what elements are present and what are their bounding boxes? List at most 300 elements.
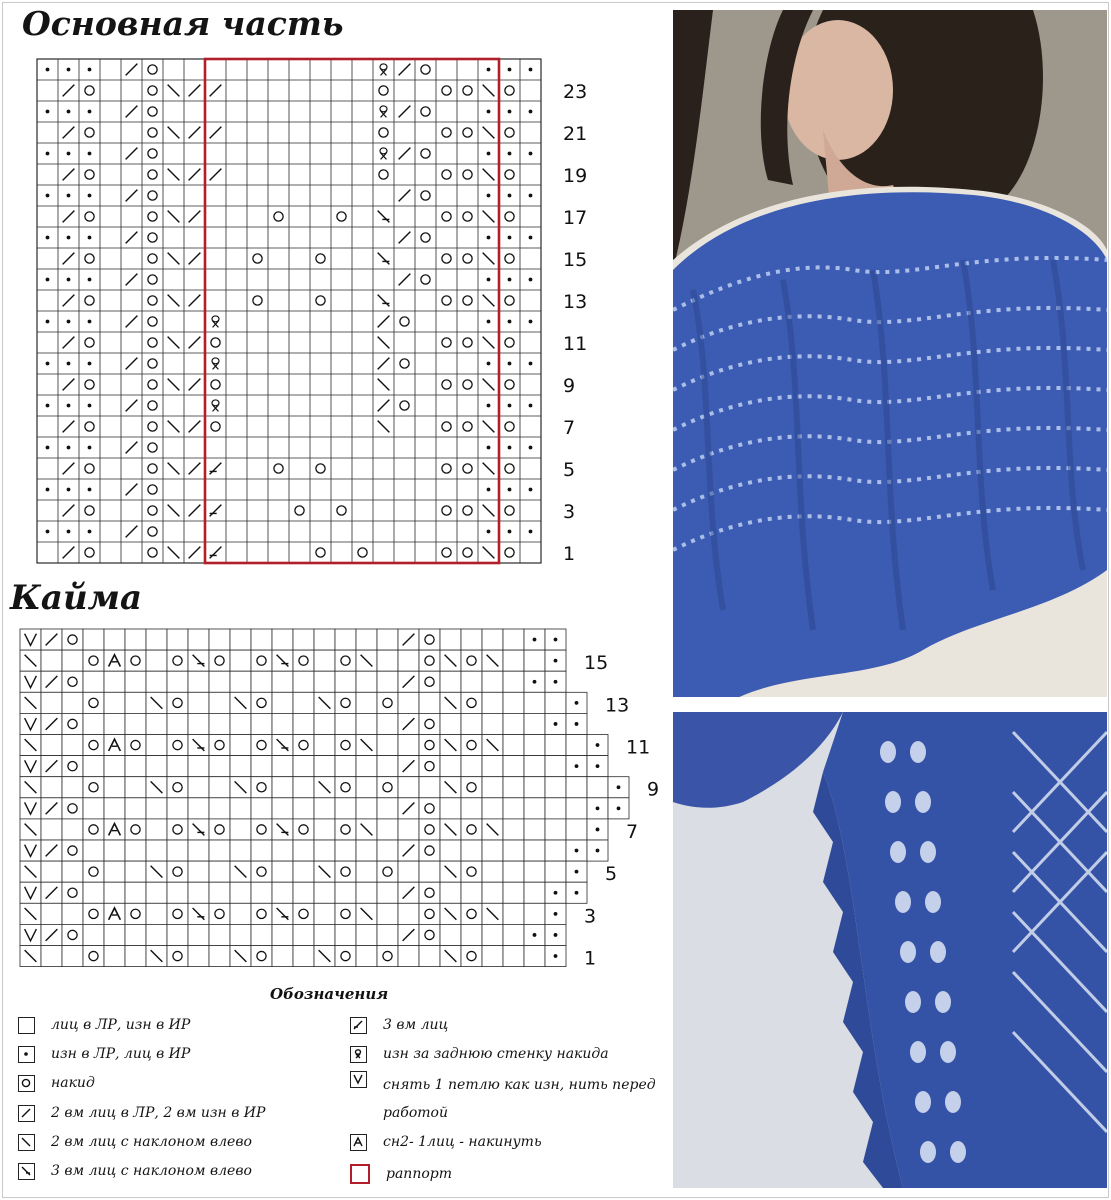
main-row-number: 21 — [563, 122, 588, 145]
border-grid-cell — [188, 629, 209, 650]
purl-dot — [88, 194, 92, 198]
border-grid-cell — [146, 713, 167, 734]
ssk-icon — [18, 1134, 35, 1151]
border-grid-cell — [524, 735, 545, 756]
border-grid-cell — [419, 903, 440, 924]
border-grid-cell — [314, 756, 335, 777]
legend-label: 3 вм лиц с наклоном влево — [51, 1163, 252, 1179]
border-grid-cell — [167, 629, 188, 650]
border-grid-cell — [167, 650, 188, 671]
dot-icon — [18, 1046, 35, 1063]
border-grid-cell — [209, 777, 230, 798]
purl-dot — [487, 362, 491, 366]
border-grid-cell — [62, 840, 83, 861]
purl-dot — [46, 152, 50, 156]
border-grid-cell — [314, 840, 335, 861]
border-grid-cell — [62, 819, 83, 840]
purl-dot — [67, 530, 71, 534]
border-grid-cell — [335, 861, 356, 882]
border-grid-cell — [524, 903, 545, 924]
border-grid-cell — [503, 798, 524, 819]
border-grid-cell — [503, 629, 524, 650]
purl-dot — [46, 68, 50, 72]
border-grid-cell — [146, 882, 167, 903]
border-grid-cell — [482, 840, 503, 861]
main-row-number: 13 — [563, 290, 588, 313]
border-grid-cell — [377, 798, 398, 819]
border-grid-cell — [293, 650, 314, 671]
purl-dot — [508, 362, 512, 366]
border-grid-cell — [503, 861, 524, 882]
border-grid-cell — [125, 713, 146, 734]
border-grid-cell — [524, 777, 545, 798]
purl-dot — [46, 530, 50, 534]
border-grid-cell — [125, 735, 146, 756]
border-grid-cell — [272, 671, 293, 692]
border-grid-cell — [440, 840, 461, 861]
border-grid-cell — [251, 819, 272, 840]
border-grid-cell — [482, 798, 503, 819]
border-grid-cell — [335, 756, 356, 777]
border-grid-cell — [83, 756, 104, 777]
border-grid-cell — [503, 713, 524, 734]
border-grid-cell — [461, 692, 482, 713]
border-grid-cell — [524, 946, 545, 967]
border-grid-cell — [377, 861, 398, 882]
border-grid-cell — [41, 692, 62, 713]
legend-item — [18, 1101, 265, 1125]
border-grid-cell — [167, 819, 188, 840]
border-grid-cell — [83, 671, 104, 692]
purl-dot — [67, 446, 71, 450]
border-grid-cell — [188, 756, 209, 777]
purl-dot — [88, 152, 92, 156]
border-grid-cell — [566, 735, 587, 756]
twisted-yo-icon — [350, 1046, 367, 1063]
border-grid-cell — [461, 819, 482, 840]
border-grid-cell — [461, 629, 482, 650]
purl-dot — [508, 110, 512, 114]
border-grid-cell — [41, 903, 62, 924]
border-grid-cell — [335, 819, 356, 840]
border-grid-cell — [377, 777, 398, 798]
border-grid-cell — [230, 735, 251, 756]
border-grid-cell — [188, 777, 209, 798]
border-grid-cell — [335, 629, 356, 650]
purl-dot — [596, 743, 600, 747]
border-grid-cell — [167, 903, 188, 924]
border-grid-cell — [482, 777, 503, 798]
border-grid-cell — [419, 777, 440, 798]
border-grid-cell — [377, 840, 398, 861]
border-grid-cell — [377, 756, 398, 777]
border-grid-cell — [230, 650, 251, 671]
purl-dot — [529, 488, 533, 492]
border-grid-cell — [125, 777, 146, 798]
border-grid-cell — [209, 713, 230, 734]
border-grid-cell — [83, 946, 104, 967]
border-grid-cell — [524, 861, 545, 882]
border-grid-cell — [461, 840, 482, 861]
border-grid-cell — [188, 713, 209, 734]
border-grid-cell — [209, 671, 230, 692]
purl-dot — [46, 404, 50, 408]
border-grid-cell — [545, 819, 566, 840]
border-grid-cell — [377, 819, 398, 840]
border-grid-cell — [83, 882, 104, 903]
purl-dot — [554, 954, 558, 958]
border-grid-cell — [188, 840, 209, 861]
border-grid-cell — [482, 629, 503, 650]
legend-item — [350, 1042, 609, 1066]
yarn-over-icon — [18, 1075, 35, 1092]
border-grid-cell — [293, 882, 314, 903]
border-grid-cell — [356, 777, 377, 798]
purl-dot — [508, 446, 512, 450]
border-grid-cell — [104, 777, 125, 798]
border-grid-cell — [104, 840, 125, 861]
border-grid-cell — [251, 777, 272, 798]
border-grid-cell — [230, 903, 251, 924]
border-grid-cell — [209, 735, 230, 756]
main-row-number: 3 — [563, 500, 576, 523]
border-chart-title: Кайма — [10, 578, 143, 618]
main-row-number: 17 — [563, 206, 588, 229]
purl-dot — [554, 891, 558, 895]
legend-title: Обозначения — [270, 985, 389, 1003]
border-grid-cell — [230, 840, 251, 861]
border-grid-cell — [209, 924, 230, 945]
border-grid-cell — [461, 946, 482, 967]
purl-dot — [554, 933, 558, 937]
legend-label: накид — [51, 1075, 95, 1091]
border-grid-cell — [272, 924, 293, 945]
border-grid-cell — [356, 671, 377, 692]
legend-label: 2 вм лиц в ЛР, 2 вм изн в ИР — [51, 1105, 266, 1121]
border-grid-cell — [440, 713, 461, 734]
purl-dot — [88, 278, 92, 282]
border-grid-cell — [503, 924, 524, 945]
border-grid-cell — [335, 798, 356, 819]
purl-dot — [46, 488, 50, 492]
border-grid-cell — [230, 924, 251, 945]
purl-dot — [575, 701, 579, 705]
purl-dot — [554, 638, 558, 642]
purl-dot — [529, 152, 533, 156]
border-grid-cell — [503, 756, 524, 777]
border-grid-cell — [251, 840, 272, 861]
border-grid-cell — [104, 629, 125, 650]
legend-item — [18, 1042, 190, 1066]
border-grid-cell — [251, 692, 272, 713]
purl-dot — [487, 194, 491, 198]
purl-dot — [67, 236, 71, 240]
border-grid-cell — [461, 924, 482, 945]
legend-item — [18, 1159, 252, 1183]
border-grid-cell — [230, 671, 251, 692]
border-grid-cell — [461, 756, 482, 777]
border-grid-cell — [125, 798, 146, 819]
border-grid-cell — [146, 819, 167, 840]
border-grid-cell — [461, 735, 482, 756]
border-grid-cell — [314, 713, 335, 734]
border-grid-cell — [125, 946, 146, 967]
border-grid-cell — [524, 798, 545, 819]
border-grid-cell — [209, 840, 230, 861]
border-grid-cell — [83, 713, 104, 734]
border-grid-cell — [545, 692, 566, 713]
border-grid-cell — [503, 903, 524, 924]
border-grid-cell — [377, 946, 398, 967]
border-grid-cell — [335, 671, 356, 692]
purl-dot — [46, 446, 50, 450]
border-grid-cell — [62, 756, 83, 777]
border-grid-cell — [209, 861, 230, 882]
purl-dot — [529, 278, 533, 282]
border-grid-cell — [398, 946, 419, 967]
border-grid-cell — [398, 861, 419, 882]
purl-dot — [529, 320, 533, 324]
border-grid-cell — [419, 882, 440, 903]
border-grid-cell — [62, 650, 83, 671]
border-grid-cell — [482, 713, 503, 734]
border-grid-cell — [293, 819, 314, 840]
purl-dot — [508, 488, 512, 492]
border-grid-cell — [461, 671, 482, 692]
border-grid-cell — [146, 798, 167, 819]
border-row-number: 13 — [605, 694, 630, 717]
border-grid-cell — [230, 819, 251, 840]
border-grid-cell — [566, 798, 587, 819]
border-row-number: 3 — [584, 905, 597, 928]
purl-dot — [529, 110, 533, 114]
cdd-icon — [350, 1134, 367, 1151]
border-grid-cell — [41, 777, 62, 798]
purl-dot — [554, 680, 558, 684]
border-grid-cell — [356, 840, 377, 861]
border-grid-cell — [104, 713, 125, 734]
border-grid-cell — [62, 798, 83, 819]
main-row-number: 23 — [563, 80, 588, 103]
k2tog-icon — [18, 1105, 35, 1122]
purl-dot — [88, 110, 92, 114]
purl-dot — [529, 236, 533, 240]
border-grid-cell — [83, 903, 104, 924]
border-grid-cell — [482, 946, 503, 967]
border-grid-cell — [167, 946, 188, 967]
border-grid-cell — [41, 861, 62, 882]
border-grid-cell — [503, 882, 524, 903]
border-grid-cell — [146, 924, 167, 945]
border-grid-cell — [461, 777, 482, 798]
border-grid-cell — [524, 650, 545, 671]
purl-dot — [67, 194, 71, 198]
border-grid-cell — [230, 756, 251, 777]
border-grid-cell — [314, 629, 335, 650]
border-grid-cell — [251, 650, 272, 671]
border-grid-cell — [146, 671, 167, 692]
border-grid-cell — [251, 713, 272, 734]
border-grid-cell — [419, 840, 440, 861]
border-grid-cell — [335, 882, 356, 903]
border-grid-cell — [293, 671, 314, 692]
border-grid-cell — [146, 735, 167, 756]
border-grid-cell — [146, 756, 167, 777]
border-row-number: 5 — [605, 863, 618, 886]
purl-dot — [596, 828, 600, 832]
border-grid-cell — [377, 903, 398, 924]
border-grid-cell — [167, 777, 188, 798]
purl-dot — [46, 194, 50, 198]
border-grid-cell — [440, 924, 461, 945]
border-grid-cell — [230, 713, 251, 734]
purl-dot — [487, 236, 491, 240]
purl-dot — [67, 488, 71, 492]
border-grid-cell — [251, 798, 272, 819]
border-grid-cell — [419, 671, 440, 692]
legend-label: изн в ЛР, лиц в ИР — [51, 1046, 191, 1062]
border-grid-cell — [503, 671, 524, 692]
legend-label: 3 вм лиц — [383, 1017, 449, 1033]
border-grid-cell — [335, 924, 356, 945]
border-grid-cell — [272, 840, 293, 861]
border-row-number: 11 — [626, 736, 651, 759]
border-grid-cell — [356, 924, 377, 945]
border-grid-cell — [356, 692, 377, 713]
border-grid-cell — [335, 713, 356, 734]
border-grid-cell — [356, 882, 377, 903]
border-grid-cell — [587, 777, 608, 798]
purl-dot — [487, 488, 491, 492]
border-grid-cell — [503, 840, 524, 861]
border-grid-cell — [377, 629, 398, 650]
legend-item — [350, 1071, 693, 1121]
border-grid-cell — [83, 861, 104, 882]
purl-dot — [46, 362, 50, 366]
border-grid-cell — [167, 692, 188, 713]
border-grid-cell — [335, 650, 356, 671]
legend-item — [350, 1162, 452, 1186]
legend-label: изн за заднюю стенку накида — [383, 1046, 609, 1062]
purl-dot — [529, 68, 533, 72]
border-grid-cell — [230, 798, 251, 819]
border-grid-cell — [104, 671, 125, 692]
border-grid-cell — [146, 840, 167, 861]
border-grid-cell — [104, 882, 125, 903]
purl-dot — [529, 194, 533, 198]
border-row-number: 7 — [626, 820, 639, 843]
border-grid-cell — [524, 819, 545, 840]
border-grid-cell — [545, 756, 566, 777]
purl-dot — [529, 446, 533, 450]
border-grid-cell — [566, 777, 587, 798]
main-row-number: 7 — [563, 416, 576, 439]
border-grid-cell — [461, 650, 482, 671]
border-grid-cell — [356, 713, 377, 734]
border-grid-cell — [293, 861, 314, 882]
border-grid-cell — [503, 650, 524, 671]
border-grid-cell — [377, 924, 398, 945]
border-grid-cell — [293, 903, 314, 924]
border-grid-cell — [104, 924, 125, 945]
purl-dot — [508, 194, 512, 198]
border-grid-cell — [83, 692, 104, 713]
border-grid-cell — [545, 861, 566, 882]
border-grid-cell — [167, 713, 188, 734]
border-grid-cell — [146, 903, 167, 924]
border-grid-cell — [167, 840, 188, 861]
purl-dot — [508, 152, 512, 156]
border-grid-cell — [188, 798, 209, 819]
border-grid-cell — [62, 946, 83, 967]
border-grid-cell — [104, 861, 125, 882]
purl-dot — [508, 320, 512, 324]
main-row-number: 15 — [563, 248, 588, 271]
border-grid-cell — [461, 882, 482, 903]
purl-dot — [67, 152, 71, 156]
purl-dot — [487, 110, 491, 114]
purl-dot — [487, 530, 491, 534]
border-grid-cell — [41, 819, 62, 840]
border-grid-cell — [104, 946, 125, 967]
purl-dot — [46, 278, 50, 282]
purl-dot — [88, 236, 92, 240]
purl-dot — [46, 236, 50, 240]
border-grid-cell — [524, 713, 545, 734]
slip-icon — [350, 1071, 367, 1088]
border-row-number: 1 — [584, 947, 597, 970]
border-grid-cell — [524, 756, 545, 777]
border-grid-cell — [524, 692, 545, 713]
border-grid-cell — [209, 882, 230, 903]
border-grid-cell — [41, 650, 62, 671]
border-grid-cell — [356, 629, 377, 650]
border-grid-cell — [293, 798, 314, 819]
border-grid-cell — [335, 777, 356, 798]
purl-dot — [88, 446, 92, 450]
border-grid-cell — [335, 903, 356, 924]
border-grid-cell — [125, 650, 146, 671]
border-grid-cell — [83, 840, 104, 861]
border-grid-cell — [482, 671, 503, 692]
border-grid-cell — [398, 903, 419, 924]
border-grid-cell — [62, 924, 83, 945]
border-grid-cell — [251, 882, 272, 903]
border-grid-cell — [293, 692, 314, 713]
border-grid-cell — [398, 777, 419, 798]
border-grid-cell — [377, 671, 398, 692]
border-grid-cell — [482, 924, 503, 945]
border-grid-cell — [209, 798, 230, 819]
k3tog-icon — [350, 1017, 367, 1034]
border-grid-cell — [62, 629, 83, 650]
empty-square-icon — [18, 1017, 35, 1034]
border-grid-cell — [482, 756, 503, 777]
border-grid-cell — [62, 777, 83, 798]
border-grid-cell — [314, 671, 335, 692]
border-grid-cell — [146, 650, 167, 671]
border-grid-cell — [272, 692, 293, 713]
border-grid-cell — [293, 946, 314, 967]
border-grid-cell — [188, 882, 209, 903]
border-grid-cell — [356, 861, 377, 882]
border-grid-cell — [482, 861, 503, 882]
border-grid-cell — [419, 650, 440, 671]
purl-dot — [554, 912, 558, 916]
border-grid-cell — [62, 903, 83, 924]
purl-dot — [533, 933, 537, 937]
purl-dot — [88, 488, 92, 492]
